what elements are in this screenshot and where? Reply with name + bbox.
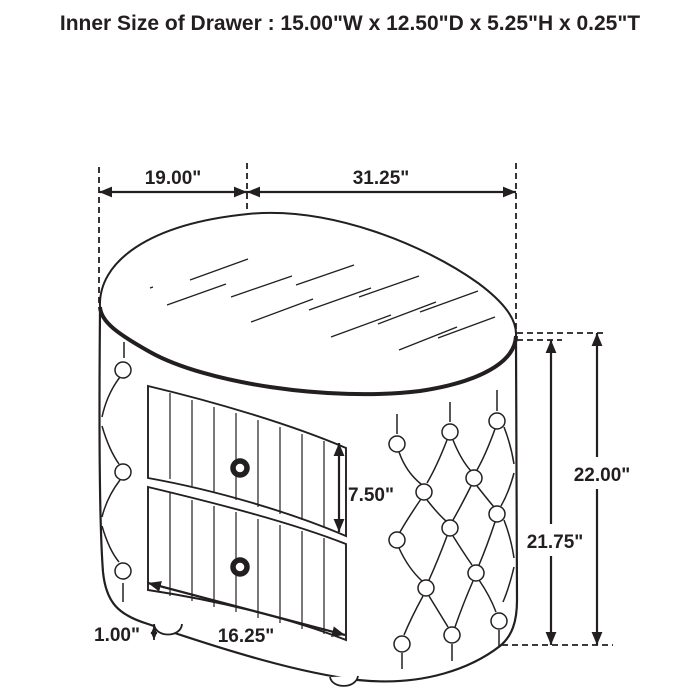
figure-title: Inner Size of Drawer : 15.00"W x 12.50"D x 5.25"H x 0.25"T bbox=[59, 12, 641, 35]
dim-label-overall-height: 22.00" bbox=[573, 465, 631, 486]
lower-drawer-knob bbox=[233, 560, 247, 574]
dim-label-drawer-height: 7.50" bbox=[348, 485, 394, 506]
dim-label-top-right-width: 31.25" bbox=[352, 168, 410, 189]
tufting-button bbox=[468, 565, 484, 581]
tufting-button bbox=[491, 613, 507, 629]
tufting-button bbox=[115, 362, 131, 378]
tufting-button bbox=[416, 484, 432, 500]
tufting-button bbox=[444, 627, 460, 643]
upper-drawer-knob bbox=[233, 461, 247, 475]
dim-label-top-left-width: 19.00" bbox=[144, 168, 202, 189]
tufting-button bbox=[442, 520, 458, 536]
tufting-button bbox=[466, 470, 482, 486]
tufting-button bbox=[389, 436, 405, 452]
dim-label-drawer-width: 16.25" bbox=[217, 626, 275, 647]
tufting-button bbox=[115, 563, 131, 579]
tufting-button bbox=[489, 413, 505, 429]
foot-front-right bbox=[330, 676, 358, 686]
tufting-button bbox=[489, 506, 505, 522]
dim-label-body-height: 21.75" bbox=[526, 532, 584, 553]
tufting-button bbox=[418, 580, 434, 596]
dim-label-foot-height: 1.00" bbox=[94, 625, 140, 646]
tufting-button bbox=[442, 424, 458, 440]
tufting-button bbox=[394, 636, 410, 652]
tufting-button bbox=[389, 532, 405, 548]
tufting-button bbox=[115, 464, 131, 480]
